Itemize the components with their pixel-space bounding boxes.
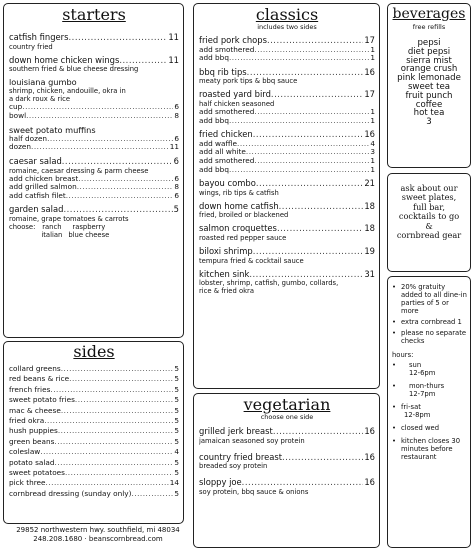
item-description: soy protein, bbq sauce & onions (199, 487, 309, 496)
menu-item: biloxi shrimp ..... 19 (199, 247, 375, 257)
side-item: pick three ..... 14 (9, 478, 179, 488)
dressing-option: ranch (42, 222, 62, 231)
classics-section (193, 3, 380, 389)
classics-subtitle: includes two sides (257, 23, 317, 31)
menu-addon: add smothered ..... 1 (199, 157, 375, 166)
menu-item: sloppy joe ..... 16 (199, 478, 375, 488)
notes-section (387, 276, 471, 548)
item-description: roasted red pepper sauce (199, 233, 287, 242)
side-item: sweet potatoes ..... 5 (9, 468, 179, 478)
address: 29852 northwestern hwy. southfield, mi 48034 (16, 526, 180, 534)
hours-entry: • sun (392, 361, 422, 369)
side-item: green beans ..... 5 (9, 437, 179, 447)
item-description: romaine, caesar dressing & parm cheese (9, 166, 149, 175)
hours-time: 12-7pm (409, 390, 436, 398)
menu-item: grilled jerk breast ..... 16 (199, 427, 375, 437)
item-description: a dark roux & rice (9, 95, 71, 104)
side-item: red beans & rice ..... 5 (9, 374, 179, 384)
info-line: full bar, (413, 201, 445, 212)
info-line: & (425, 220, 433, 231)
menu-addon: add smothered ..... 1 (199, 46, 375, 55)
beverage-item: hot tea (413, 108, 445, 119)
info-line: cocktails to go (398, 211, 460, 222)
menu-option: cup ..... 6 (9, 103, 179, 112)
vegetarian-subtitle: choose one side (260, 413, 314, 421)
starters-title: starters (62, 5, 126, 24)
starters-section (3, 3, 184, 338)
item-description: southern fried & blue cheese dressing (9, 65, 139, 74)
side-item: mac & cheese ..... 5 (9, 406, 179, 416)
item-description: wings, rib tips & catfish (199, 188, 279, 197)
menu-addon: add chicken breast ..... 6 (9, 175, 179, 184)
side-item: sweet potato fries ..... 5 (9, 395, 179, 405)
menu-item: kitchen sink ..... 31 (199, 270, 375, 280)
hours-time: 12-8pm (404, 411, 431, 419)
beverage-item: sierra mist (406, 55, 452, 66)
hours-entry: • mon-thurs (392, 382, 445, 390)
menu-item: down home chicken wings ..... 11 (9, 56, 179, 66)
sides-title: sides (73, 342, 115, 361)
dressing-options (9, 223, 179, 239)
checks-note: • please no separate checks (392, 329, 467, 345)
item-description: jamaican seasoned soy protein (199, 436, 305, 445)
beverages-title: beverages (392, 6, 466, 22)
dressing-option: italian (41, 230, 63, 239)
beverage-item: coffee (415, 99, 443, 110)
info-section (387, 173, 471, 272)
menu-item: salmon croquettes ..... 18 (199, 224, 375, 234)
menu-item: fried pork chops ..... 17 (199, 36, 375, 46)
menu-item: caesar salad ..... 6 (9, 157, 179, 167)
beverage-item: sweet tea (407, 81, 451, 92)
menu-addon: add catfish filet ..... 6 (9, 192, 179, 201)
item-description: lobster, shrimp, catfish, gumbo, collards, (199, 279, 339, 288)
menu-addon: add bbq ..... 1 (199, 166, 375, 175)
item-description: romaine, grape tomatoes & carrots (9, 214, 129, 223)
side-item: collard greens ..... 5 (9, 364, 179, 374)
menu-option: dozen ..... 11 (9, 143, 179, 152)
cornbread-note: • extra cornbread 1 (392, 318, 462, 326)
info-line: sweet plates, (401, 192, 457, 203)
item-description: rice & fried okra (199, 287, 255, 296)
beverage-item: orange crush (400, 64, 458, 75)
side-item: hush puppies ..... 5 (9, 426, 179, 436)
menu-addon: add waffle ..... 4 (199, 140, 375, 149)
item-description: shrimp, chicken, andouille, okra in (9, 87, 126, 96)
menu-item: country fried breast ..... 16 (199, 453, 375, 463)
kitchen-note: • kitchen closes 30 minutes before restaurant (392, 437, 461, 461)
choose-label: choose: (9, 222, 36, 231)
menu-addon: add smothered ..... 1 (199, 108, 375, 117)
closed-note: • closed wed (392, 424, 440, 432)
info-line: ask about our (400, 183, 458, 193)
vegetarian-title: vegetarian (243, 395, 331, 414)
menu-addon: add bbq ..... 1 (199, 54, 375, 63)
side-item: cornbread dressing (sunday only) ..... 5 (9, 489, 179, 499)
menu-item: fried chicken ..... 16 (199, 130, 375, 140)
hours-label: hours: (392, 351, 414, 359)
item-description: country fried (9, 42, 53, 51)
item-description: meaty pork tips & bbq sauce (199, 77, 298, 86)
contact: 248.208.1680 · beanscornbread.com (33, 535, 163, 543)
beverage-item: fruit punch (405, 90, 453, 101)
item-description: fried, broiled or blackened (199, 211, 289, 220)
side-item: fried okra ..... 5 (9, 416, 179, 426)
item-description: half chicken seasoned (199, 99, 275, 108)
menu-option: bowl ..... 8 (9, 112, 179, 121)
hours-entry: • fri-sat (392, 403, 421, 411)
side-item: potato salad ..... 5 (9, 458, 179, 468)
beverages-subtitle: free refills (412, 23, 446, 31)
dressing-option: raspberry (72, 222, 106, 231)
classics-title: classics (255, 5, 319, 24)
menu-item: bayou combo ..... 21 (199, 179, 375, 189)
info-line: cornbread gear (396, 230, 462, 241)
menu-option: half dozen ..... 6 (9, 135, 179, 144)
beverage-item: pepsi (417, 38, 441, 48)
menu-addon: add all white ..... 3 (199, 148, 375, 157)
item-description: breaded soy protein (199, 462, 268, 471)
item-description: tempura fried & cocktail sauce (199, 256, 304, 265)
menu-item: garden salad ..... 5 (9, 205, 179, 215)
dressing-option: blue cheese (68, 230, 110, 239)
sides-section (3, 341, 184, 524)
vegetarian-section (193, 393, 380, 548)
footer (4, 526, 192, 544)
beverage-item: 3 (426, 117, 432, 128)
menu-item-name: louisiana gumbo (9, 77, 77, 88)
beverage-item: pink lemonade (397, 73, 461, 84)
menu-item: bbq rib tips ..... 16 (199, 68, 375, 78)
beverage-item: diet pepsi (407, 46, 451, 57)
menu-item: down home catfish ..... 18 (199, 202, 375, 212)
menu-item-name: sweet potato muffins (9, 124, 96, 135)
gratuity-note: • 20% gratuity added to all dine-in parties of 5 or more (392, 283, 467, 315)
menu-addon: add grilled salmon ..... 8 (9, 183, 179, 192)
side-item: coleslaw ..... 4 (9, 447, 179, 457)
hours-time: 12-6pm (409, 369, 436, 377)
menu-addon: add bbq ..... 1 (199, 117, 375, 126)
beverages-section (387, 3, 471, 168)
menu-item: roasted yard bird ..... 17 (199, 90, 375, 100)
side-item: french fries ..... 5 (9, 385, 179, 395)
menu-item: catfish fingers ..... 11 (9, 33, 179, 43)
